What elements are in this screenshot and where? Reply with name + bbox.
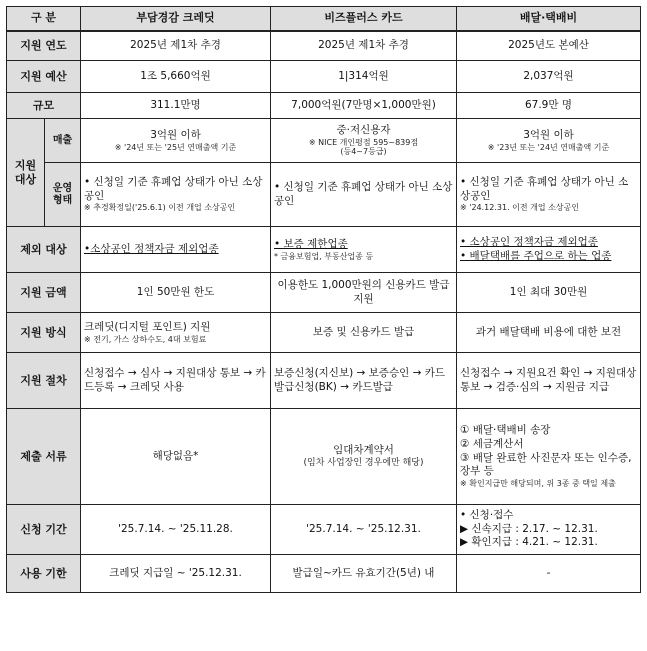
- method-delivery: 과거 배달택배 비용에 대한 보전: [457, 313, 641, 353]
- budget-card: 1|314억원: [271, 61, 457, 93]
- budget-credit: 1조 5,660억원: [81, 61, 271, 93]
- label-method: 지원 방식: [7, 313, 81, 353]
- scale-delivery: 67.9만 명: [457, 93, 641, 119]
- period-delivery-confirm: ▶ 확인지급 : 4.21. ~ 12.31.: [460, 536, 598, 549]
- row-scale: [7, 93, 641, 119]
- support-comparison-table: [6, 6, 641, 593]
- row-period: [7, 505, 641, 555]
- sales-card-main: 중·저신용자: [336, 124, 391, 137]
- exclusion-credit: [81, 227, 271, 273]
- method-credit-main: 크레딧(디지털 포인트) 지원: [84, 320, 211, 333]
- exclusion-credit-text: •소상공인 정책자금 제외업종: [84, 242, 219, 255]
- row-usage: [7, 555, 641, 593]
- header-bizplus-card: 비즈플러스 카드: [271, 7, 457, 31]
- usage-credit: 크레딧 지급일 ~ '25.12.31.: [81, 555, 271, 593]
- documents-card-main: 임대차계약서: [333, 444, 394, 457]
- period-card: '25.7.14. ~ '25.12.31.: [271, 505, 457, 555]
- label-period: 신청 기간: [7, 505, 81, 555]
- row-documents: [7, 409, 641, 505]
- row-budget: [7, 61, 641, 93]
- status-delivery-note: ※ '24.12.31. 이전 개업 소상공인: [460, 203, 580, 213]
- sales-delivery-note: ※ '23년 또는 '24년 연매출액 기준: [487, 142, 610, 152]
- header-credit: 부담경감 크레딧: [81, 7, 271, 31]
- period-delivery-head: • 신청·접수: [460, 509, 514, 522]
- documents-delivery-item2: ② 세금계산서: [460, 438, 524, 451]
- label-sales: 매출: [45, 119, 81, 163]
- row-target-sales: [7, 119, 641, 163]
- documents-credit: 해당없음*: [81, 409, 271, 505]
- label-scale: 규모: [7, 93, 81, 119]
- row-exclusion: [7, 227, 641, 273]
- status-credit-note: ※ 추경확정일('25.6.1) 이전 개업 소상공인: [84, 203, 236, 213]
- label-usage: 사용 기한: [7, 555, 81, 593]
- amount-credit: 1인 50만원 한도: [81, 273, 271, 313]
- sales-card-note2: (등4~7등급): [340, 147, 387, 157]
- amount-card: 이용한도 1,000만원의 신용카드 발급 지원: [271, 273, 457, 313]
- sales-credit-note: ※ '24년 또는 '25년 연매출액 기준: [114, 142, 237, 152]
- sales-delivery-main: 3억원 이하: [523, 128, 574, 141]
- documents-card-note: (임차 사업장인 경우에만 해당): [303, 457, 424, 468]
- period-delivery-fast: ▶ 신속지급 : 2.17. ~ 12.31.: [460, 522, 598, 535]
- year-delivery: 2025년도 본예산: [457, 31, 641, 61]
- row-target-status: [7, 163, 641, 227]
- row-year: [7, 31, 641, 61]
- exclusion-delivery-b: • 배달택배를 주업으로 하는 업종: [460, 249, 612, 262]
- documents-delivery: [457, 409, 641, 505]
- procedure-card: 보증신청(지신보) → 보증승인 → 카드발급신청(BK) → 카드발급: [271, 353, 457, 409]
- status-card: [271, 163, 457, 227]
- budget-delivery: 2,037억원: [457, 61, 641, 93]
- exclusion-card: [271, 227, 457, 273]
- row-amount: [7, 273, 641, 313]
- documents-delivery-item1: ① 배달·택배비 송장: [460, 424, 551, 437]
- exclusion-card-note: * 금융보험업, 부동산업종 등: [274, 251, 374, 261]
- label-budget: 지원 예산: [7, 61, 81, 93]
- usage-card: 발급일~카드 유효기간(5년) 내: [271, 555, 457, 593]
- amount-delivery: 1인 최대 30만원: [457, 273, 641, 313]
- year-credit: 2025년 제1차 추경: [81, 31, 271, 61]
- method-credit: [81, 313, 271, 353]
- year-card: 2025년 제1차 추경: [271, 31, 457, 61]
- status-delivery-main: • 신청일 기준 휴폐업 상태가 아닌 소상공인: [460, 176, 629, 202]
- label-exclusion: 제외 대상: [7, 227, 81, 273]
- sales-card-note1: ※ NICE 개인평점 595~839점: [308, 137, 419, 147]
- documents-delivery-note: ※ 확인지급만 해당되며, 위 3종 중 택일 제출: [460, 478, 616, 488]
- method-credit-note: ※ 전기, 가스 상하수도, 4대 보험료: [84, 334, 207, 344]
- label-procedure: 지원 절차: [7, 353, 81, 409]
- sales-delivery: [457, 119, 641, 163]
- exclusion-delivery-a: • 소상공인 정책자금 제외업종: [460, 235, 598, 248]
- period-delivery: [457, 505, 641, 555]
- period-credit: '25.7.14. ~ '25.11.28.: [81, 505, 271, 555]
- exclusion-card-main: • 보증 제한업종: [274, 237, 348, 250]
- header-category: 구 분: [7, 7, 81, 31]
- procedure-credit: 신청접수 → 심사 → 지원대상 통보 → 카드등록 → 크레딧 사용: [81, 353, 271, 409]
- label-documents: 제출 서류: [7, 409, 81, 505]
- label-target: 지원 대상: [7, 119, 45, 227]
- usage-delivery: -: [457, 555, 641, 593]
- label-amount: 지원 금액: [7, 273, 81, 313]
- scale-credit: 311.1만명: [81, 93, 271, 119]
- procedure-delivery: 신청접수 → 지원요건 확인 → 지원대상 통보 → 검증·심의 → 지원금 지급: [457, 353, 641, 409]
- method-card: 보증 및 신용카드 발급: [271, 313, 457, 353]
- header-delivery-fee: 배달·택배비: [457, 7, 641, 31]
- label-year: 지원 연도: [7, 31, 81, 61]
- status-credit: [81, 163, 271, 227]
- sales-credit-main: 3억원 이하: [150, 128, 201, 141]
- scale-card: 7,000억원(7만명×1,000만원): [271, 93, 457, 119]
- row-method: [7, 313, 641, 353]
- exclusion-delivery: [457, 227, 641, 273]
- sales-card: [271, 119, 457, 163]
- documents-card: [271, 409, 457, 505]
- header-row: [7, 7, 641, 31]
- label-status: 운영 형태: [45, 163, 81, 227]
- status-credit-main: • 신청일 기준 휴폐업 상태가 아닌 소상공인: [84, 176, 263, 202]
- status-delivery: [457, 163, 641, 227]
- documents-delivery-item3: ③ 배달 완료한 사진문자 또는 인수증, 장부 등: [460, 451, 632, 478]
- sales-credit: [81, 119, 271, 163]
- row-procedure: [7, 353, 641, 409]
- status-card-main: • 신청일 기준 휴폐업 상태가 아닌 소상공인: [274, 180, 453, 207]
